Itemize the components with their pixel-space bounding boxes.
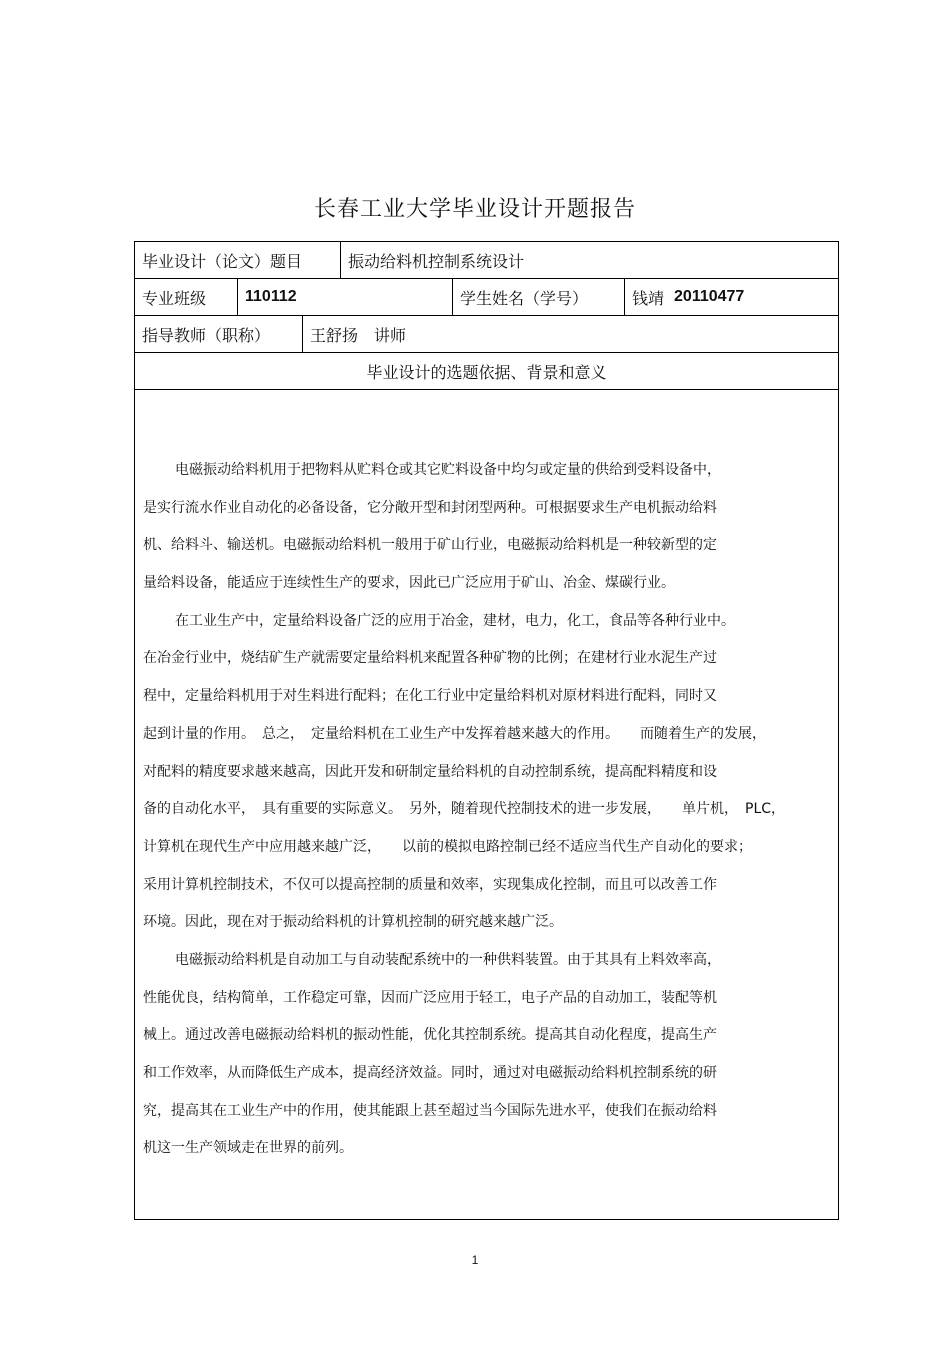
section-heading-row [135, 353, 838, 390]
body-line: 机、给料斗、输送机。电磁振动给料机一般用于矿山行业，电磁振动给料机是一种较新型的定 [143, 537, 717, 554]
report-table [134, 241, 839, 1220]
body-line: 电磁振动给料机是自动加工与自动装配系统中的一种供料装置。由于其具有上料效率高， [175, 951, 721, 968]
student-label: 学生姓名（学号） [453, 279, 625, 315]
class-label: 专业班级 [135, 279, 238, 315]
body-line: 采用计算机控制技术，不仅可以提高控制的质量和效率，实现集成化控制，而且可以改善工作 [143, 876, 717, 893]
body-line: 机这一生产领域走在世界的前列。 [143, 1140, 353, 1157]
class-value: 110112 [238, 279, 453, 315]
body-line: 在工业生产中，定量给料设备广泛的应用于冶金，建材，电力，化工，食品等各种行业中。 [175, 612, 735, 629]
advisor-row [135, 316, 838, 353]
body-line: 究，提高其在工业生产中的作用，使其能跟上甚至超过当今国际先进水平，使我们在振动给料 [143, 1102, 717, 1119]
topic-row [135, 242, 838, 279]
student-info [625, 279, 838, 315]
body-line: 对配料的精度要求越来越高，因此开发和研制定量给料机的自动控制系统，提高配料精度和设 [143, 763, 717, 780]
body-line: 起到计量的作用。 总之， 定量给料机在工业生产中发挥着越来越大的作用。 而随着生产的发展， [143, 725, 766, 742]
body-line: 和工作效率，从而降低生产成本，提高经济效益。同时，通过对电磁振动给料机控制系统的研 [143, 1065, 717, 1081]
body-line: 是实行流水作业自动化的必备设备，它分敞开型和封闭型两种。可根据要求生产电机振动给料 [143, 499, 717, 516]
body-line: 备的自动化水平， 具有重要的实际意义。 另外，随着现代控制技术的进一步发展， 单片机， PLC， [143, 801, 786, 818]
student-id: 20110477 [674, 288, 745, 305]
body-line: 电磁振动给料机用于把物料从贮料仓或其它贮料设备中均匀或定量的供给到受料设备中， [175, 462, 721, 478]
advisor-label: 指导教师（职称） [135, 316, 303, 352]
page-number: 1 [471, 1253, 479, 1267]
document-title: 长春工业大学毕业设计开题报告 [313, 197, 636, 222]
body-line: 在冶金行业中，烧结矿生产就需要定量给料机来配置各种矿物的比例；在建材行业水泥生产过 [143, 650, 717, 667]
body-text [143, 452, 833, 1168]
body-line: 性能优良，结构简单，工作稳定可靠，因而广泛应用于轻工，电子产品的自动加工，装配等机 [143, 989, 717, 1006]
body-line: 程中，定量给料机用于对生料进行配料；在化工行业中定量给料机对原材料进行配料，同时又 [143, 688, 717, 705]
body-line: 械上。通过改善电磁振动给料机的振动性能，优化其控制系统。提高其自动化程度，提高生产 [143, 1027, 717, 1044]
advisor-value: 王舒扬 讲师 [310, 325, 407, 345]
section-heading: 毕业设计的选题依据、背景和意义 [366, 362, 607, 382]
topic-value: 振动给料机控制系统设计 [348, 251, 525, 271]
class-row [135, 279, 838, 316]
student-name: 钱靖 [632, 288, 665, 308]
topic-label: 毕业设计（论文）题目 [135, 242, 341, 278]
body-line: 计算机在现代生产中应用越来越广泛， 以前的模拟电路控制已经不适应当代生产自动化的要求； [143, 838, 752, 855]
body-line: 量给料设备，能适应于连续性生产的要求，因此已广泛应用于矿山、冶金、煤碳行业。 [143, 575, 675, 592]
body-line: 环境。因此，现在对于振动给料机的计算机控制的研究越来越广泛。 [143, 914, 563, 931]
